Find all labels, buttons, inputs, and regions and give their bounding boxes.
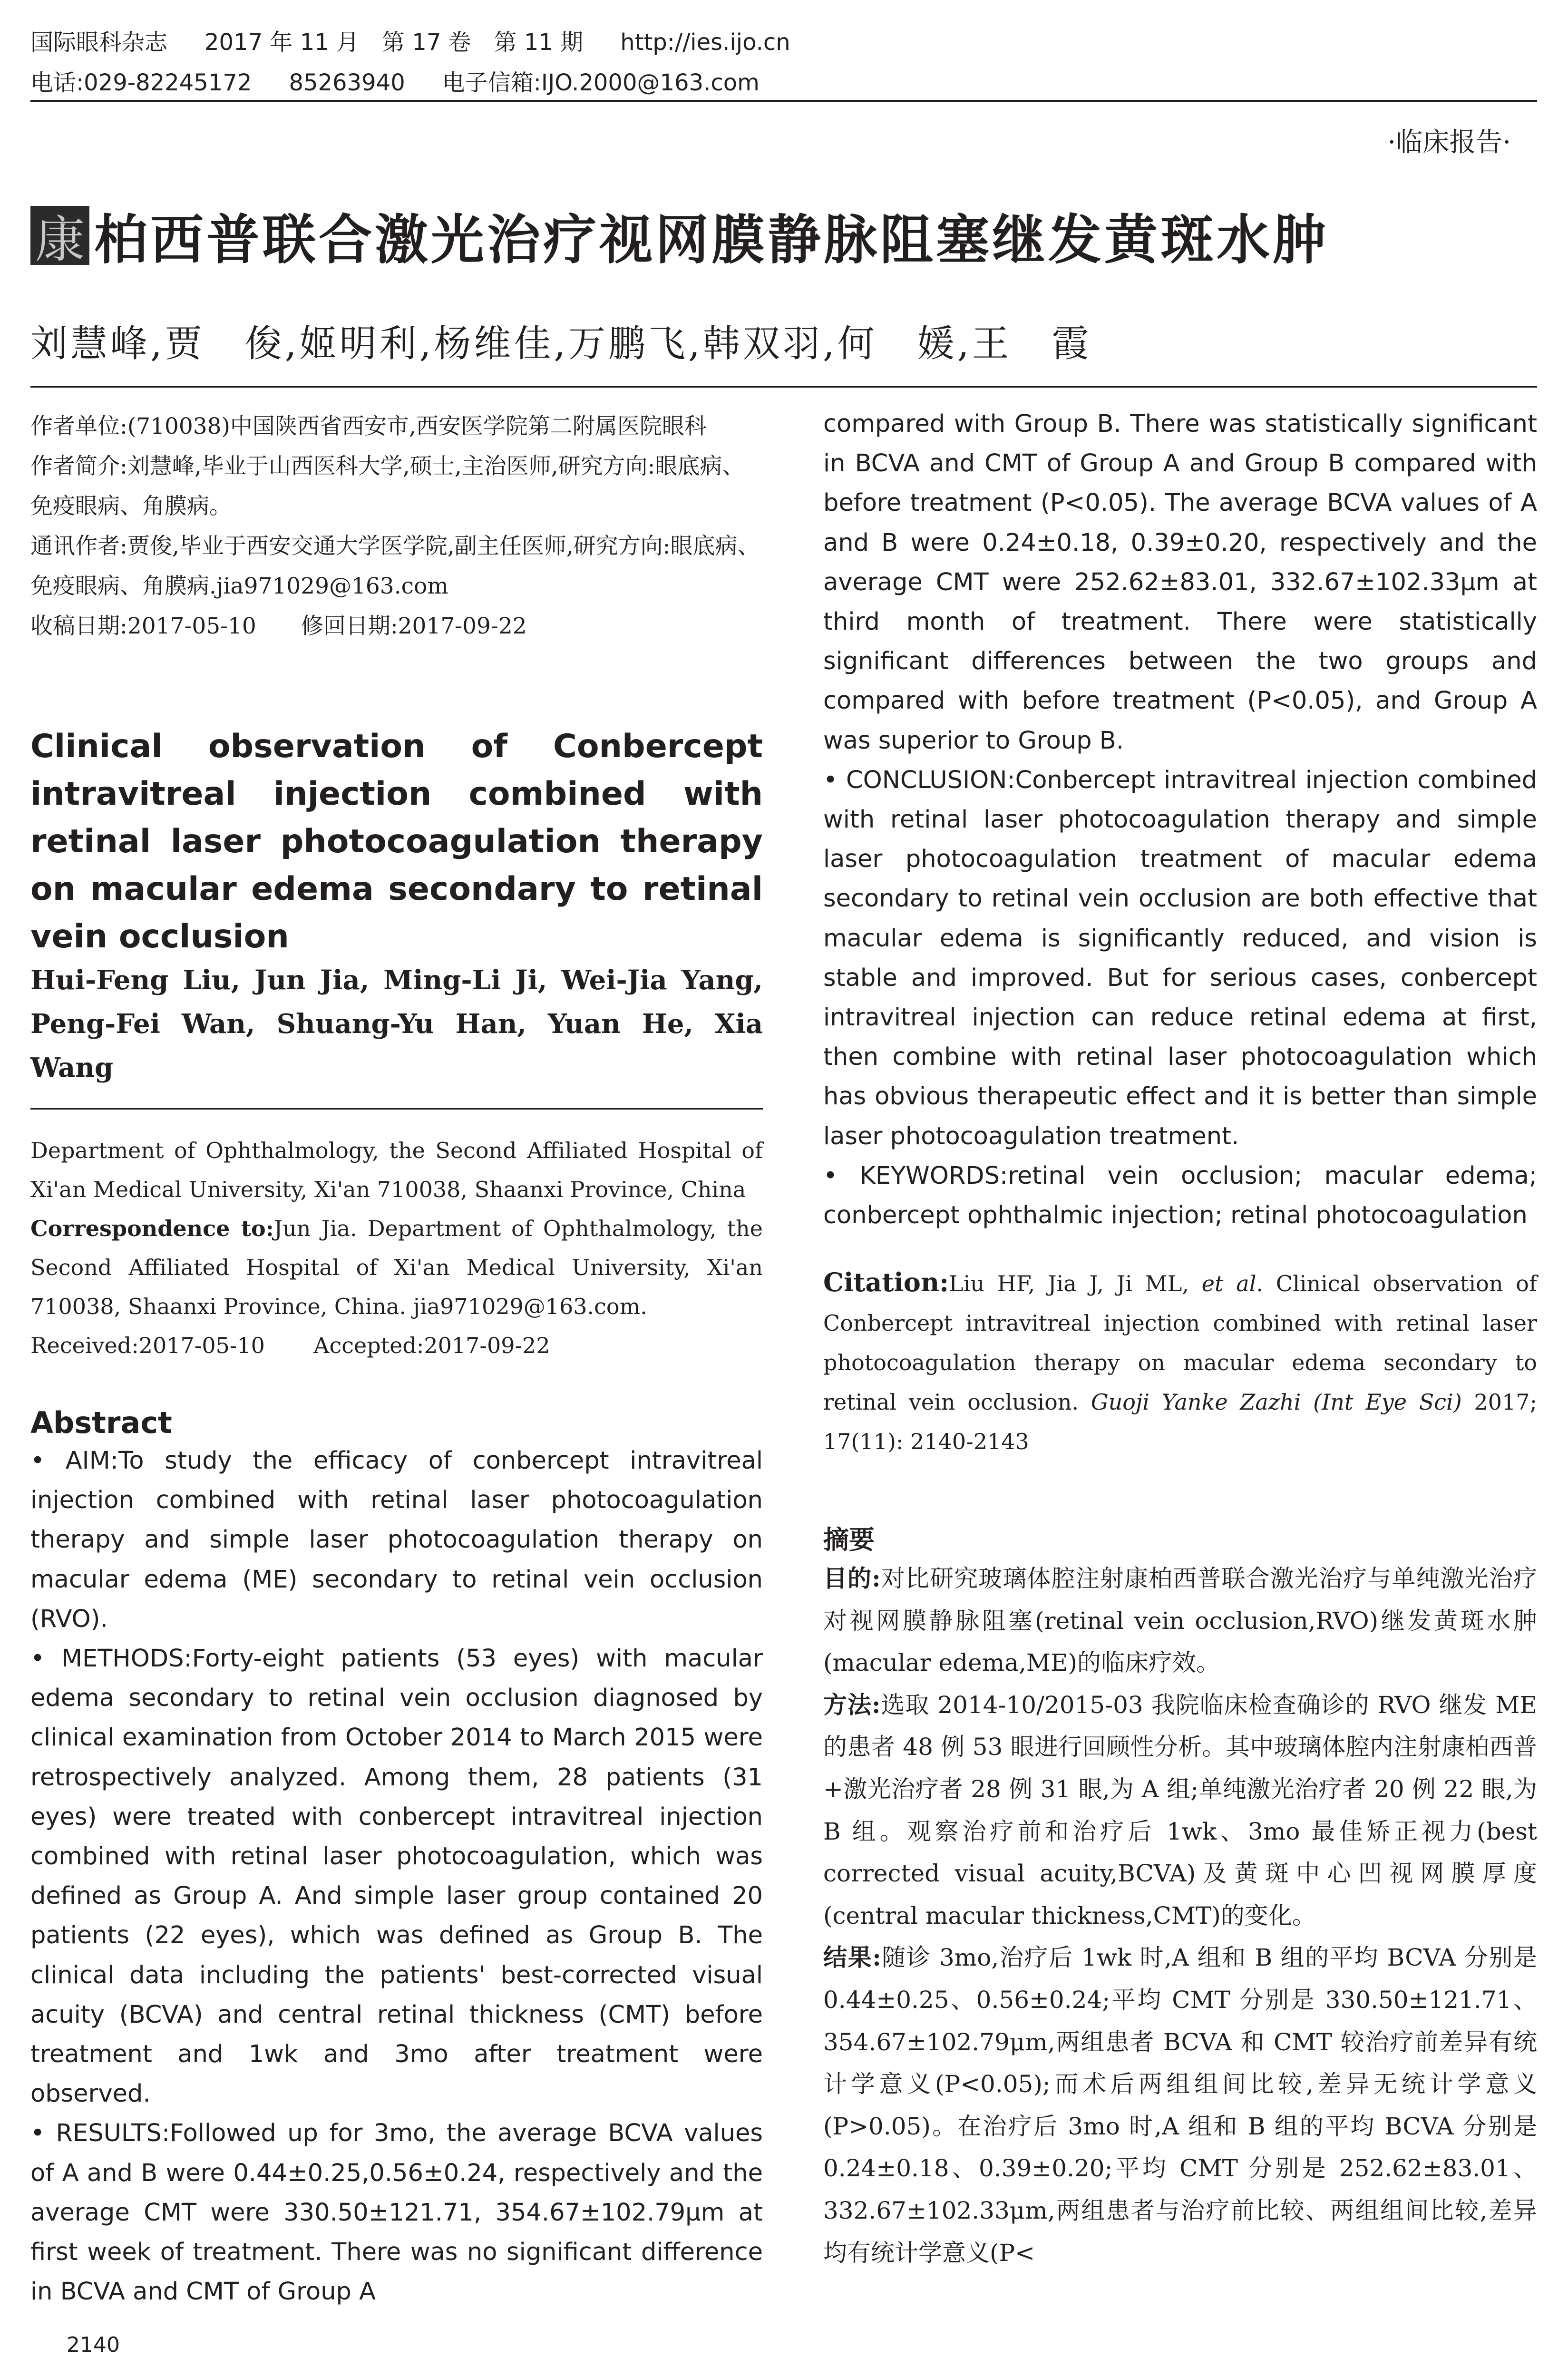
journal-header-line2 — [30, 64, 797, 97]
abstract-results-part2: compared with Group B. There was statistically significant in BCVA and CMT of Group A and Group B compared with before treatment (P<0.05). The average BCVA values of A and B were 0.24±0.18, 0.39±0.20, respectively and the average CMT were 252.62±83.01, 332.67±102.33μm at third month of treatment. There were statistically significant differences between the two groups and compared with before treatment (P<0.05), and Group A was superior to Group B. — [823, 410, 1537, 755]
journal-issue: 2017 年 11 月 第 17 卷 第 11 期 — [205, 29, 584, 56]
aim-text: To study the efficacy of conbercept intravitreal injection combined with retinal laser photocoagulation therapy and simple laser photocoagulation therapy on macular edema (ME) secondary to retinal vein occlusion (RVO). — [30, 1447, 763, 1633]
journal-url[interactable]: http://ies.ijo.cn — [620, 29, 790, 56]
zhaiyao-body — [823, 1558, 1537, 2274]
abstract-aim — [30, 1441, 763, 1639]
citation — [823, 1263, 1537, 1461]
zh-results-text: 随诊 3mo,治疗后 1wk 时,A 组和 B 组的平均 BCVA 分别是 0.44±0.25、0.56±0.24;平均 CMT 分别是 330.50±121.71、354.67±102.79μm,两组患者 BCVA 和 CMT 较治疗前差异有统计学意义(P<0.05);而术后两组组间比较,差异无统计学意义(P>0.05)。在治疗后 3mo 时,A 组和 B 组的平均 BCVA 分别是 0.24±0.18、0.39±0.20;平均 CMT 分别是 252.62±83.01、332.67±102.33μm,两组患者与治疗前比较、两组组间比较,差异均有统计学意义(P< — [823, 1944, 1537, 2267]
citation-label: Citation: — [823, 1267, 949, 1297]
citation-authors: Liu HF, Jia J, Ji ML, — [949, 1271, 1189, 1296]
journal-phone: 电话:029-82245172 — [30, 69, 252, 96]
citation-journal: Guoji Yanke Zazhi (Int Eye Sci) — [1091, 1389, 1462, 1415]
aim-label: • AIM: — [30, 1447, 118, 1475]
header-divider — [30, 100, 1537, 102]
journal-header-line1 — [30, 24, 828, 57]
section-label: ·临床报告· — [1387, 127, 1511, 158]
corresponding-author: 通讯作者:贾俊,毕业于西安交通大学医学院,副主任医师,研究方向:眼底病、免疫眼病、角膜病.jia971029@163.com — [30, 533, 760, 599]
article-title — [30, 200, 1329, 271]
english-authors: Hui-Feng Liu, Jun Jia, Ming-Li Ji, Wei-Jia Yang, Peng-Fei Wan, Shuang-Yu Han, Yuan He, Xia Wang — [30, 964, 763, 1083]
correspondence-label: Correspondence to: — [30, 1216, 274, 1241]
citation-text: . Clinical observation of Conbercept intravitreal injection combined with retinal laser photocoagulation therapy on macular edema secondary to retinal vein occlusion. — [823, 1271, 1537, 1415]
abstract-heading: Abstract — [30, 1405, 172, 1440]
correspondence-text: Jun Jia. Department of Ophthalmology, the Second Affiliated Hospital of Xi'an Medical University, Xi'an 710038, Shaanxi Province, China. jia971029@163.com. — [30, 1216, 763, 1319]
abstract-body-left — [30, 1441, 763, 2311]
journal-phone2: 85263940 — [289, 69, 405, 96]
keywords-label: • KEYWORDS: — [823, 1161, 1008, 1190]
title-text: 柏西普联合激光治疗视网膜静脉阻塞继发黄斑水肿 — [94, 209, 1329, 271]
conclusion-label: • CONCLUSION: — [823, 766, 1015, 794]
zh-aim-label: 目的: — [823, 1564, 881, 1592]
correspondence — [30, 1209, 763, 1326]
english-dates — [30, 1326, 763, 1365]
affiliation-chinese — [30, 407, 763, 646]
english-department: Department of Ophthalmology, the Second Affiliated Hospital of Xi'an Medical University, Xi'an 710038, Shaanxi Province, China — [30, 1138, 763, 1202]
title-divider — [30, 386, 1537, 388]
english-affiliation — [30, 1131, 763, 1365]
received-date: Received:2017-05-10 — [30, 1333, 265, 1358]
author-unit: 作者单位:(710038)中国陕西省西安市,西安医学院第二附属医院眼科 — [30, 413, 707, 439]
zh-aim-text: 对比研究玻璃体腔注射康柏西普联合激光治疗与单纯激光治疗对视网膜静脉阻塞(retinal vein occlusion,RVO)继发黄斑水肿(macular edema,ME)的临床疗效。 — [823, 1565, 1537, 1677]
abstract-methods — [30, 1639, 763, 2114]
abstract-body-right — [823, 404, 1537, 1235]
accepted-date: Accepted:2017-09-22 — [313, 1333, 550, 1358]
citation-etal: et al — [1201, 1271, 1256, 1296]
zh-methods-text: 选取 2014-10/2015-03 我院临床检查确诊的 RVO 继发 ME 的患者 48 例 53 眼进行回顾性分析。其中玻璃体腔内注射康柏西普+激光治疗者 28 例 31 眼,为 A 组;单纯激光治疗者 20 例 22 眼,为 B 组。观察治疗前和治疗后 1wk、3mo 最佳矫正视力(best corrected visual acuity,BCVA)及黄斑中心凹视网膜厚度(central macular thickness,CMT)的变化。 — [823, 1691, 1537, 1929]
journal-email: 电子信箱:IJO.2000@163.com — [442, 69, 760, 96]
received-dates: 收稿日期:2017-05-10 修回日期:2017-09-22 — [30, 613, 527, 639]
results-text-left: Followed up for 3mo, the average BCVA values of A and B were 0.44±0.25,0.56±0.24, respectively and the average CMT were 330.50±121.71, 354.67±102.79μm at first week of treatment. There was no significant difference in BCVA and CMT of Group A — [30, 2119, 763, 2306]
zh-aim — [823, 1558, 1537, 1684]
authors-chinese: 刘慧峰,贾 俊,姬明利,杨维佳,万鹏飞,韩双羽,何 媛,王 霞 — [30, 322, 1092, 365]
abstract-conclusion — [823, 760, 1537, 1156]
keywords-text: retinal vein occlusion; macular edema; conbercept ophthalmic injection; retinal photocoagulation — [823, 1161, 1537, 1230]
zh-results-label: 结果: — [823, 1943, 881, 1972]
conclusion-text: Conbercept intravitreal injection combined with retinal laser photocoagulation therapy and simple laser photocoagulation treatment of macular edema secondary to retinal vein occlusion are both effective that macular edema is significantly reduced, and vision is stable and improved. But for serious cases, conbercept intravitreal injection can reduce retinal edema at first, then combine with retinal laser photocoagulation which has obvious therapeutic effect and it is better than simple laser photocoagulation treatment. — [823, 766, 1537, 1150]
zh-methods-label: 方法: — [823, 1690, 881, 1719]
citation-ref: 2017; 17(11): 2140-2143 — [823, 1389, 1537, 1454]
abstract-keywords — [823, 1156, 1537, 1235]
author-bio: 作者简介:刘慧峰,毕业于山西医科大学,硕士,主治医师,研究方向:眼底病、免疫眼病、角膜病。 — [30, 453, 745, 519]
results-label: • RESULTS: — [30, 2119, 170, 2148]
page-number: 2140 — [67, 2333, 120, 2357]
zhaiyao-heading: 摘要 — [823, 1525, 875, 1555]
methods-text: Forty-eight patients (53 eyes) with macular edema secondary to retinal vein occlusion diagnosed by clinical examination from October 2014 to March 2015 were retrospectively analyzed. Among them, 28 patients (31 eyes) were treated with conbercept intravitreal injection combined with retinal laser photocoagulation, which was defined as Group A. And simple laser group contained 20 patients (22 eyes), which was defined as Group B. The clinical data including the patients' best-corrected visual acuity (BCVA) and central retinal thickness (CMT) before treatment and 1wk and 3mo after treatment were observed. — [30, 1645, 763, 2108]
english-divider — [30, 1108, 763, 1110]
journal-name: 国际眼科杂志 — [30, 29, 168, 56]
methods-label: • METHODS: — [30, 1645, 192, 1673]
title-drop-cap: 康 — [30, 206, 89, 265]
abstract-results-part1 — [30, 2114, 763, 2311]
zh-methods — [823, 1684, 1537, 1937]
zh-results — [823, 1937, 1537, 2274]
english-title: Clinical observation of Conbercept intravitreal injection combined with retinal laser photocoagulation therapy on macular edema secondary to retinal vein occlusion — [30, 728, 763, 955]
